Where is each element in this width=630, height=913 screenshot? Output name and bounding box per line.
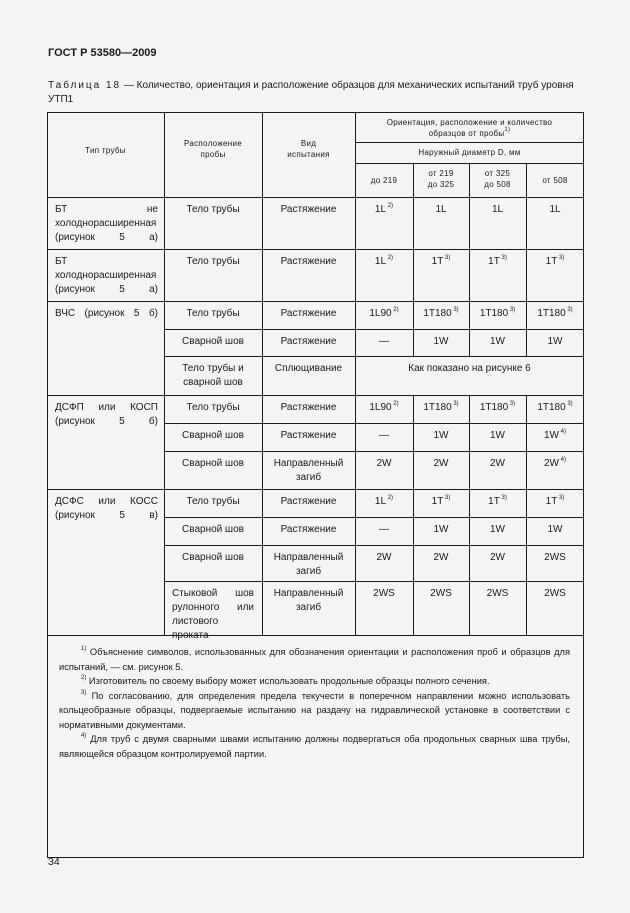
value-cell: 1L90 $^{2)}$: [369, 307, 399, 319]
value-cell: 2W: [376, 552, 392, 563]
grid-line: [164, 517, 584, 518]
test-type-cell: Растяжение: [280, 430, 337, 441]
test-type-cell: Растяжение: [280, 308, 337, 319]
value-cell: 1W: [490, 524, 505, 535]
grid-line: [164, 423, 584, 424]
location-cell: Тело трубы: [186, 308, 240, 319]
pipe-type-cell: БТ не холоднорасширенная (рисунок 5 а): [55, 204, 158, 243]
value-cell: 1T $^{3)}$: [545, 255, 565, 267]
value-cell: 2WS: [486, 588, 509, 599]
value-cell: 1L: [549, 204, 561, 215]
location-cell: Сварной шов: [182, 336, 244, 347]
footnote: $^{2)}$ Изготовитель по своему выбору может использовать продольные образцы полного сечения.: [81, 675, 490, 686]
value-cell: 1T180 $^{3)}$: [479, 307, 516, 319]
table-label: Таблица 18: [48, 80, 122, 91]
value-cell: 1L $^{2)}$: [374, 255, 394, 267]
location-cell: Сварной шов: [182, 524, 244, 535]
test-type-cell: Растяжение: [280, 336, 337, 347]
location-cell: Тело трубы: [186, 256, 240, 267]
grid-line: [355, 142, 584, 143]
value-cell: 1T180 $^{3)}$: [423, 401, 459, 413]
column-header-pipe-type: Тип трубы: [85, 146, 126, 155]
value-cell: 2W: [490, 458, 505, 469]
column-header-diameter-range: от 325 до 508: [484, 169, 511, 189]
page-number: 34: [48, 856, 60, 868]
location-cell: Тело трубы: [186, 204, 240, 215]
value-cell: 1L $^{2)}$: [374, 203, 394, 215]
location-cell: Тело трубы: [186, 402, 240, 413]
value-cell: 2WS: [430, 588, 452, 599]
value-cell: 1T $^{3)}$: [545, 495, 565, 507]
footnote: $^{1)}$ Объяснение символов, использованных для обозначения ориентации и расположения проб и образцов для испытаний, — см. рисунок 5.: [59, 646, 570, 672]
grid-line: [47, 489, 584, 490]
value-cell: 2WS: [373, 588, 395, 599]
location-cell: Тело трубы: [186, 496, 240, 507]
location-cell: Сварной шов: [182, 552, 244, 563]
footnote: $^{4)}$ Для труб с двумя сварными швами испытанию должны подвергаться оба продольных сварных шва трубы, являющейся образцом контролируемой партии.: [59, 733, 570, 759]
column-header-test-type: Вид испытания: [287, 139, 330, 159]
value-cell: 1T180 $^{3)}$: [479, 401, 516, 413]
value-cell: 2W: [490, 552, 505, 563]
value-cell: 1T $^{3)}$: [431, 255, 451, 267]
table-caption: [48, 79, 588, 107]
value-cell: —: [379, 524, 389, 535]
value-cell: 1T180 $^{3)}$: [423, 307, 459, 319]
pipe-type-cell: ДСФП или КОСП (рисунок 5 б): [55, 402, 158, 427]
test-type-cell: Направленный загиб: [273, 552, 344, 577]
value-cell: 1T $^{3)}$: [488, 255, 507, 267]
column-header-diameter-range: от 508: [542, 176, 568, 185]
grid-line: [164, 356, 584, 357]
value-cell: 1T180 $^{3)}$: [537, 401, 573, 413]
value-cell: 1L: [491, 204, 504, 215]
value-cell: —: [379, 430, 389, 441]
grid-line: [164, 581, 584, 582]
test-type-cell: Растяжение: [280, 524, 337, 535]
grid-line: [47, 197, 584, 198]
column-header-diameter-range: до 219: [370, 176, 398, 185]
grid-line: [164, 329, 584, 330]
value-cell: 1T $^{3)}$: [488, 495, 507, 507]
grid-line: [47, 249, 584, 250]
column-header-diameter: Наружный диаметр D, мм: [418, 148, 521, 157]
grid-line: [164, 451, 584, 452]
test-type-cell: Направленный загиб: [273, 588, 344, 613]
test-type-cell: Сплющивание: [274, 363, 343, 374]
value-cell: 2WS: [544, 588, 566, 599]
value-cell: 1T $^{3)}$: [431, 495, 451, 507]
footnote: $^{3)}$ По согласованию, для определения предела текучести в поперечном направлении можно использовать кольцеобразные образцы, подвергаемые испытанию на раздачу на гидравлической установке в соответствии с нормативными документами.: [59, 689, 570, 730]
value-cell: 1W: [433, 336, 449, 347]
value-cell: 2WS: [544, 552, 566, 563]
location-cell: Сварной шов: [182, 458, 244, 469]
grid-line: [47, 635, 584, 636]
merged-value-cell: Как показано на рисунке 6: [408, 363, 531, 374]
table-title: — Количество, ориентация и расположение образцов для механических испытаний труб уровня УТП1: [48, 80, 574, 105]
value-cell: 1W: [433, 430, 449, 441]
pipe-type-cell: БТ холоднорасширенная (рисунок 5 а): [55, 256, 158, 295]
test-type-cell: Растяжение: [280, 256, 337, 267]
test-type-cell: Направленный загиб: [273, 458, 344, 483]
location-cell: Тело трубы и сварной шов: [182, 363, 244, 388]
pipe-type-cell: ВЧС (рисунок 5 б): [55, 308, 158, 319]
value-cell: 1T180 $^{3)}$: [537, 307, 573, 319]
pipe-type-cell: ДСФС или КОСС (рисунок 5 в): [55, 496, 158, 521]
grid-line: [164, 545, 584, 546]
value-cell: 1W $^{4)}$: [543, 429, 566, 441]
value-cell: 1W: [490, 336, 505, 347]
grid-line: [47, 301, 584, 302]
value-cell: 1W: [433, 524, 449, 535]
value-cell: 1L $^{2)}$: [374, 495, 394, 507]
value-cell: 1W: [490, 430, 505, 441]
value-cell: 2W: [433, 458, 449, 469]
value-cell: 1L: [435, 204, 447, 215]
column-header-group: Ориентация, расположение и количество образцов от пробы$^{1)}$: [386, 118, 553, 138]
test-type-cell: Растяжение: [280, 402, 337, 413]
test-type-cell: Растяжение: [280, 496, 337, 507]
value-cell: 2W $^{4)}$: [543, 457, 566, 469]
value-cell: 2W: [376, 458, 392, 469]
value-cell: 1L90 $^{2)}$: [369, 401, 399, 413]
document-id: ГОСТ Р 53580—2009: [48, 47, 157, 59]
value-cell: 2W: [433, 552, 449, 563]
value-cell: —: [379, 336, 389, 347]
footnotes: [59, 645, 570, 761]
value-cell: 1W: [547, 524, 563, 535]
value-cell: 1W: [547, 336, 563, 347]
location-cell: Сварной шов: [182, 430, 244, 441]
column-header-location: Расположение пробы: [184, 139, 242, 159]
location-cell: Стыковой шов рулонного или листового проката: [172, 588, 254, 641]
column-header-diameter-range: от 219 до 325: [427, 169, 455, 189]
grid-line: [47, 395, 584, 396]
test-type-cell: Растяжение: [280, 204, 337, 215]
